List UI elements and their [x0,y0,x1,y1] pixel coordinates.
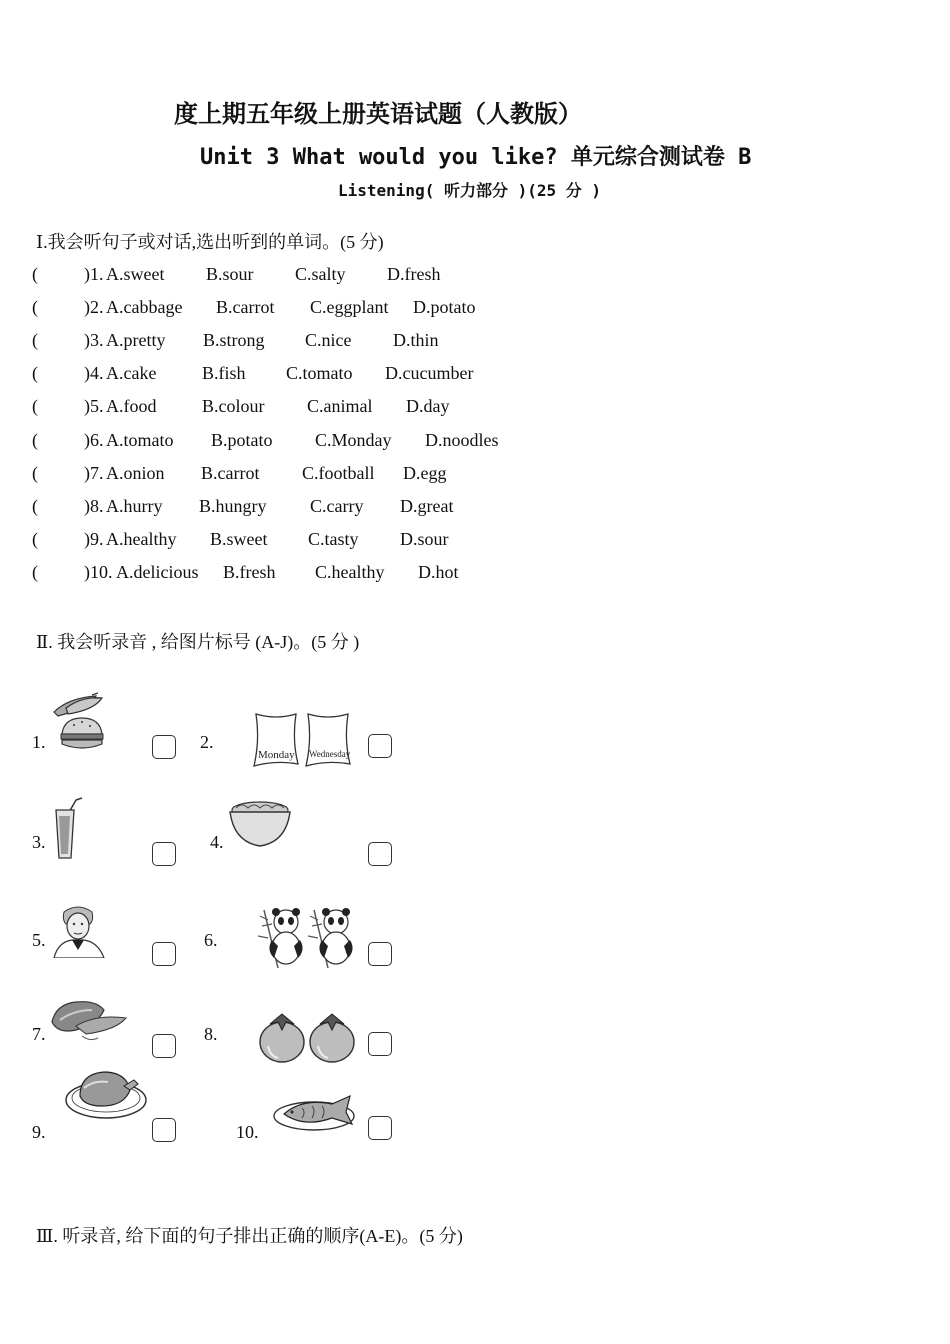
roast-chicken-icon [64,1066,150,1122]
question-number: )10. [84,562,113,582]
answer-bracket[interactable]: ( [32,396,38,416]
section-1-heading: Ⅰ.我会听句子或对话,选出听到的单词。(5 分) [36,232,384,252]
beef-icon [46,996,130,1044]
option-d: D.sour [400,529,449,549]
hamburger-carrot-icon [48,692,110,754]
option-b: B.colour [202,396,265,416]
item-number-2: 2. [200,732,214,752]
answer-bracket[interactable]: ( [32,297,38,317]
answer-box-5[interactable] [152,942,176,966]
option-c: C.healthy [315,562,385,582]
option-d: D.thin [393,330,439,350]
tomatoes-icon [256,1010,360,1066]
option-c: C.animal [307,396,373,416]
fish-plate-icon [272,1090,360,1134]
option-d: D.day [406,396,450,416]
answer-box-6[interactable] [368,942,392,966]
question-number: )4. [84,363,104,383]
option-c: C.Monday [315,430,392,450]
answer-box-8[interactable] [368,1032,392,1056]
option-d: D.egg [403,463,447,483]
calendar-cards-icon [250,710,354,770]
answer-bracket[interactable]: ( [32,529,38,549]
question-number: )6. [84,430,104,450]
answer-bracket[interactable]: ( [32,496,38,516]
section-2-heading: Ⅱ. 我会听录音 , 给图片标号 (A-J)。(5 分 ) [36,632,360,652]
page-title: 度上期五年级上册英语试题（人教版） [174,99,582,128]
item-number-6: 6. [204,930,218,950]
answer-bracket[interactable]: ( [32,562,38,582]
option-a: A.cake [106,363,157,383]
option-a: A.delicious [116,562,199,582]
question-number: )5. [84,396,104,416]
option-d: D.hot [418,562,459,582]
option-a: A.healthy [106,529,177,549]
item-number-4: 4. [210,832,224,852]
option-d: D.noodles [425,430,499,450]
option-c: C.salty [295,264,346,284]
option-d: D.fresh [387,264,441,284]
item-number-10: 10. [236,1122,259,1142]
answer-bracket[interactable]: ( [32,363,38,383]
question-number: )1. [84,264,104,284]
answer-bracket[interactable]: ( [32,330,38,350]
option-b: B.carrot [201,463,260,483]
option-c: C.football [302,463,375,483]
option-c: C.carry [310,496,364,516]
option-b: B.fish [202,363,246,383]
item-number-5: 5. [32,930,46,950]
card-wednesday-label: Wednesday [309,749,351,759]
option-c: C.tasty [308,529,359,549]
option-c: C.tomato [286,363,353,383]
old-man-icon [48,902,108,958]
option-a: A.pretty [106,330,166,350]
item-number-9: 9. [32,1122,46,1142]
option-a: A.onion [106,463,165,483]
answer-bracket[interactable]: ( [32,463,38,483]
answer-box-9[interactable] [152,1118,176,1142]
option-c: C.eggplant [310,297,389,317]
listening-part-label: Listening( 听力部分 )(25 分 ) [338,181,602,200]
unit-subtitle: Unit 3 What would you like? 单元综合测试卷 B [200,145,752,170]
option-b: B.strong [203,330,265,350]
answer-box-2[interactable] [368,734,392,758]
option-b: B.carrot [216,297,275,317]
question-number: )8. [84,496,104,516]
answer-box-1[interactable] [152,735,176,759]
question-number: )9. [84,529,104,549]
question-number: )3. [84,330,104,350]
pandas-icon [256,906,360,970]
answer-box-7[interactable] [152,1034,176,1058]
section-3-heading: Ⅲ. 听录音, 给下面的句子排出正确的顺序(A-E)。(5 分) [36,1226,463,1246]
question-number: )7. [84,463,104,483]
noodle-bowl-icon [226,798,294,850]
option-d: D.potato [413,297,476,317]
item-number-3: 3. [32,832,46,852]
option-b: B.hungry [199,496,267,516]
option-b: B.sweet [210,529,268,549]
item-number-7: 7. [32,1024,46,1044]
answer-box-4[interactable] [368,842,392,866]
item-number-1: 1. [32,732,46,752]
answer-box-10[interactable] [368,1116,392,1140]
answer-bracket[interactable]: ( [32,430,38,450]
juice-glass-icon [50,796,90,862]
option-a: A.cabbage [106,297,183,317]
option-a: A.tomato [106,430,174,450]
option-c: C.nice [305,330,352,350]
option-b: B.potato [211,430,273,450]
option-a: A.food [106,396,157,416]
option-a: A.sweet [106,264,165,284]
option-d: D.great [400,496,454,516]
item-number-8: 8. [204,1024,218,1044]
answer-box-3[interactable] [152,842,176,866]
option-b: B.fresh [223,562,276,582]
option-a: A.hurry [106,496,163,516]
option-b: B.sour [206,264,254,284]
card-monday-label: Monday [258,749,295,761]
question-number: )2. [84,297,104,317]
answer-bracket[interactable]: ( [32,264,38,284]
option-d: D.cucumber [385,363,474,383]
